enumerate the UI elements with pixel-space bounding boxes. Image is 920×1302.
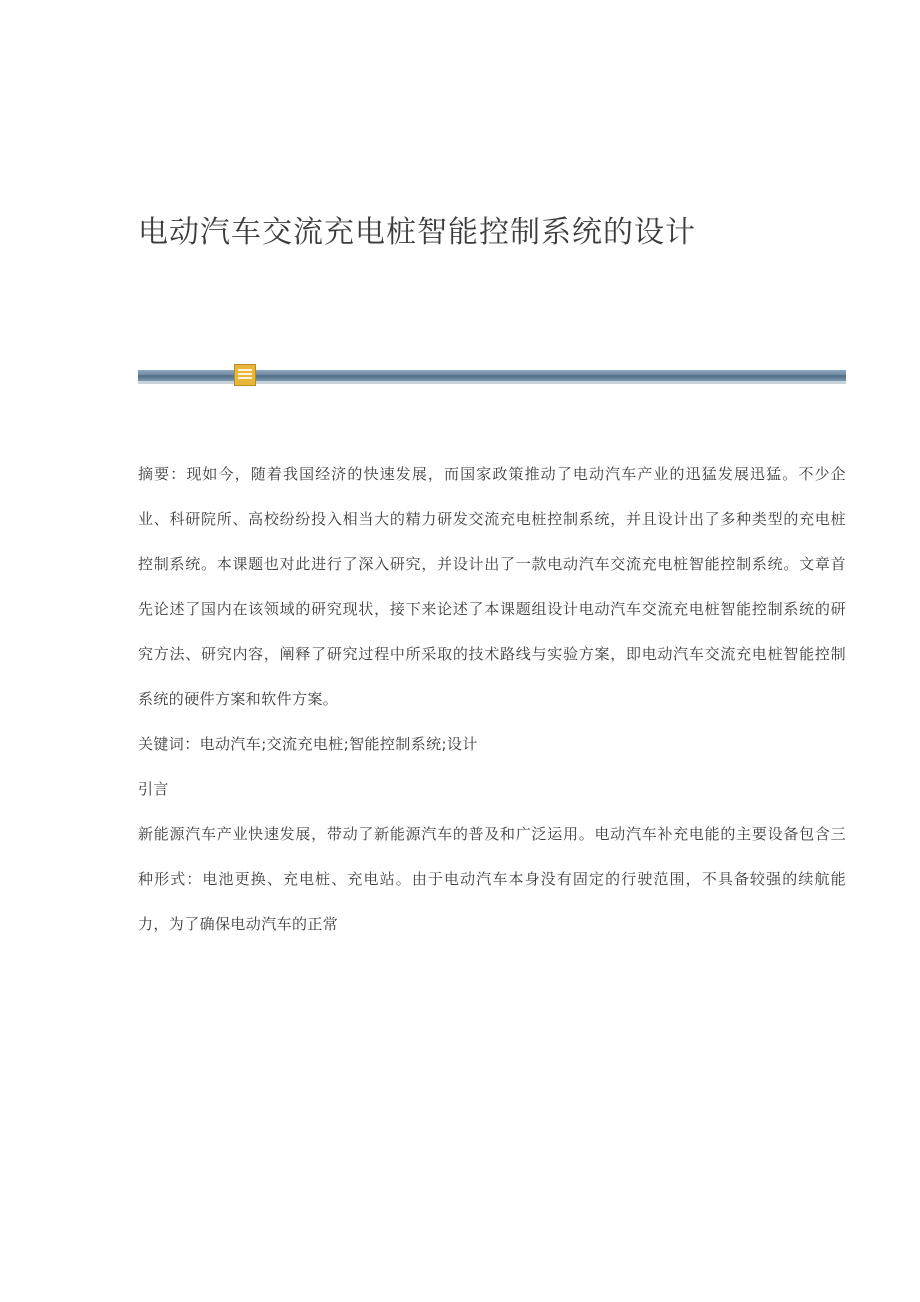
page-title: 电动汽车交流充电桩智能控制系统的设计: [138, 215, 696, 250]
decorative-divider: [138, 364, 846, 386]
introduction-paragraph: 新能源汽车产业快速发展，带动了新能源汽车的普及和广泛运用。电动汽车补充电能的主要设备包含三种形式：电池更换、充电桩、充电站。由于电动汽车本身没有固定的行驶范围，不具备较强的续航能力，为了确保电动汽车的正常: [138, 825, 846, 933]
document-body: [138, 452, 846, 947]
section-heading-introduction: 引言: [138, 780, 169, 798]
abstract-paragraph: 摘要：现如今，随着我国经济的快速发展，而国家政策推动了电动汽车产业的迅猛发展迅猛。不少企业、科研院所、高校纷纷投入相当大的精力研发交流充电桩控制系统，并且设计出了多种类型的充电桩控制系统。本课题也对此进行了深入研究，并设计出了一款电动汽车交流充电桩智能控制系统。文章首先论述了国内在该领域的研究现状，接下来论述了本课题组设计电动汽车交流充电桩智能控制系统的研究方法、研究内容，阐释了研究过程中所采取的技术路线与实验方案，即电动汽车交流充电桩智能控制系统的硬件方案和软件方案。: [138, 465, 846, 708]
keywords-line: 关键词：电动汽车;交流充电桩;智能控制系统;设计: [138, 735, 478, 753]
document-content: [138, 0, 846, 947]
list-lines-icon: [234, 364, 256, 386]
